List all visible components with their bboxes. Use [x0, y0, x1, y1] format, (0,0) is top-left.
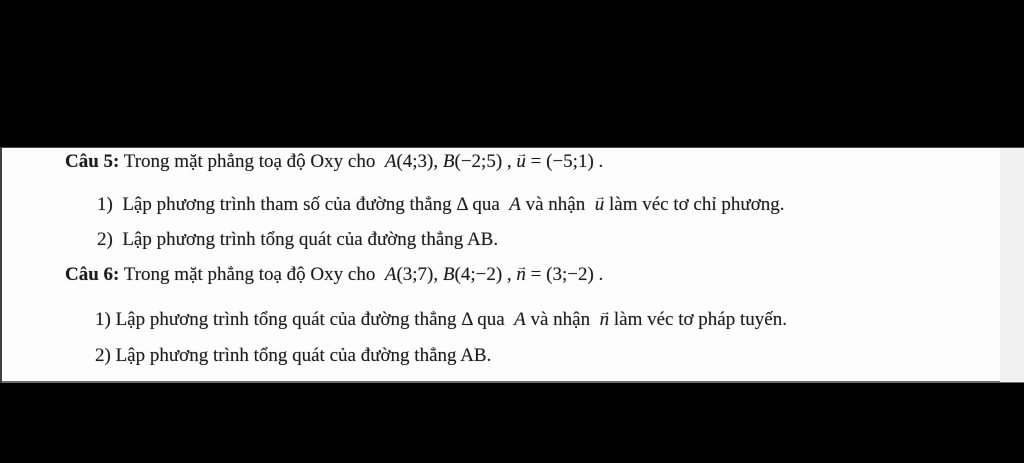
text-segment: 2) Lập phương trình tổng quát của đường thẳng AB. — [97, 229, 499, 250]
top-letterbox — [0, 0, 1024, 147]
page-right-margin-strip — [1000, 148, 1024, 382]
vector-symbol: n → — [600, 307, 610, 333]
question-6-header — [65, 262, 603, 288]
vector-symbol: n → — [516, 262, 526, 288]
text-segment: Trong mặt phẳng toạ độ Oxy cho — [119, 264, 385, 285]
text-segment: = (−5;1) . — [525, 151, 604, 172]
bottom-letterbox — [0, 383, 1024, 463]
text-segment: B — [442, 264, 455, 285]
text-segment: (3;7), — [396, 264, 443, 285]
text-segment: và nhận — [520, 194, 595, 215]
text-segment: làm véc tơ chỉ phương. — [604, 194, 785, 215]
text-segment: (−2;5) , — [454, 151, 517, 172]
text-segment: A — [514, 309, 526, 330]
text-segment: qua — [467, 194, 510, 215]
text-segment: A — [384, 264, 397, 285]
text-segment: Trong mặt phẳng toạ độ Oxy cho — [119, 151, 385, 172]
text-segment: Δ — [456, 194, 468, 215]
q5-item-2 — [97, 227, 498, 253]
q6-item-1 — [95, 307, 787, 333]
text-segment: (4;−2) , — [454, 264, 517, 285]
q6-item-2 — [95, 343, 491, 369]
text-segment: (4;3), — [396, 151, 443, 172]
vector-symbol: u → — [595, 192, 605, 218]
question-5-header — [65, 149, 603, 175]
text-segment: Câu 5: — [65, 151, 120, 172]
q5-item-1 — [97, 192, 785, 218]
vector-symbol: u → — [516, 149, 526, 175]
text-segment: 1) Lập phương trình tham số của đường thẳng — [97, 194, 457, 215]
text-segment: làm véc tơ pháp tuyến. — [609, 309, 787, 330]
text-segment: B — [442, 151, 455, 172]
text-segment: A — [509, 194, 521, 215]
text-segment: Câu 6: — [65, 264, 120, 285]
text-segment: 2) Lập phương trình tổng quát của đường thẳng AB. — [95, 345, 492, 366]
text-segment: 1) Lập phương trình tổng quát của đường thẳng — [95, 309, 462, 330]
text-segment: A — [384, 151, 397, 172]
text-segment: = (3;−2) . — [525, 264, 604, 285]
text-segment: và nhận — [525, 309, 600, 330]
text-segment: qua — [472, 309, 515, 330]
text-segment: Δ — [461, 309, 473, 330]
page-left-edge — [0, 147, 2, 383]
